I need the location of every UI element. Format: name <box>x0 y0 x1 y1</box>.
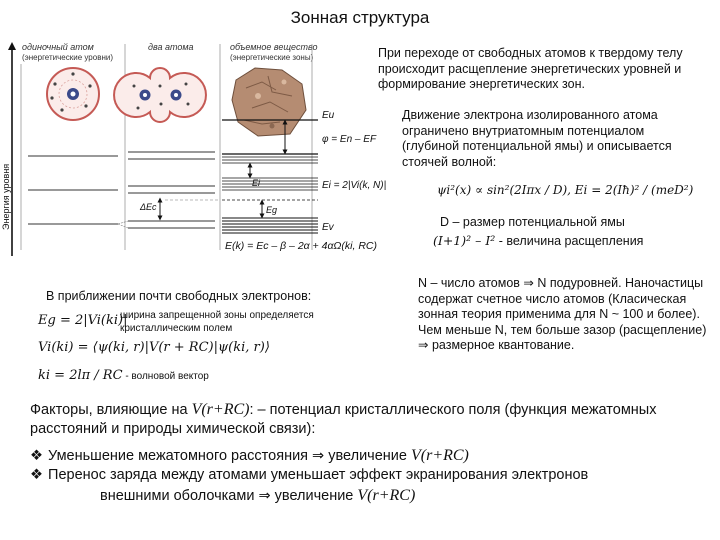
col-bulk: объемное вещество <box>230 42 318 52</box>
nfe-eq1-note: ширина запрещенной зоны определяется кристаллическим полем <box>120 310 314 334</box>
label-Ei: Ei <box>252 178 261 188</box>
D-note: D – размер потенциальной ямы <box>440 215 625 229</box>
nfe-eq3-note: - волновой вектор <box>122 371 209 382</box>
diamond-bullet-icon: ❖ <box>30 467 43 483</box>
nfe-eq2: Vi(ki) = ⟨ψ(ki, r)|V(r + RC)|ψ(ki, r)⟩ <box>38 340 270 355</box>
energy-axis-label: Энергия уровня <box>1 163 11 230</box>
bullet-2 <box>30 466 710 485</box>
bullet-1 <box>30 446 710 466</box>
bullet-2-text: Перенос заряда между атомами уменьшает эффект экранирования электронов <box>48 467 589 483</box>
bullet-1-potential: V(r+RC) <box>410 447 469 464</box>
bulk-material-icon <box>232 68 306 136</box>
electron-paragraph: Движение электрона изолированного атома ограничено внутриатомным потенциалом (глубиной потенциальной ямы) и описывается стоячей волной: <box>402 108 672 169</box>
wave-formula: ψi²(x) ∝ sin²(2Iπx / D), Ei = 2(Iħ)² / (meD²) <box>437 183 694 197</box>
label-Eu: Eu <box>322 110 335 121</box>
bullet-2-text-cont: внешними оболочками ⇒ увеличение <box>100 488 358 504</box>
bullet-2-cont <box>100 486 700 506</box>
formula-Ei: Ei = 2|Vi(k, N)| <box>322 180 387 191</box>
energy-axis <box>1 46 12 256</box>
col-single-atom-sub: (энергетические уровни) <box>22 53 113 62</box>
col-bulk-sub: (энергетические зоны) <box>230 53 314 62</box>
nfe-eq3: ki = 2lπ / RC <box>38 368 123 383</box>
diamond-bullet-icon: ❖ <box>30 448 43 464</box>
factors-potential: V(r+RC) <box>191 401 250 418</box>
nfe-eq3-line <box>38 366 209 384</box>
split-line <box>433 233 643 250</box>
factors-paragraph <box>30 400 690 439</box>
nfe-title: В приближении почти свободных электронов: <box>46 289 312 303</box>
label-Eg: Eg <box>266 205 278 215</box>
two-atom-levels <box>118 152 215 228</box>
bulk-bands <box>160 120 318 233</box>
bullet-1-text: Уменьшение межатомного расстояния ⇒ увеличение <box>48 448 411 464</box>
page-title: Зонная структура <box>290 8 430 27</box>
factors-lead: Факторы, влияющие на <box>30 402 192 418</box>
formula-Ek: E(k) = Ec – β – 2α + 4αΩ(ki, RC) <box>225 240 377 252</box>
label-dEc: ΔEc <box>140 202 157 212</box>
col-two-atoms: два атома <box>148 42 194 52</box>
intro-paragraph: При переходе от свободных атомов к твердому телу происходит расщепление энергетических уровней и формирование энергетических зон. <box>378 46 683 91</box>
label-Ev: Ev <box>322 222 334 233</box>
formula-phi: φ = En – EF <box>322 134 377 145</box>
two-atoms-icon <box>114 68 206 122</box>
col-single-atom: одиночный атом <box>22 42 94 52</box>
n-paragraph: N – число атомов ⇒ N подуровней. Наночастицы содержат счетное число атомов (Класическая зонная теория применима для N ~ 100 и более). Чем меньше N, тем больше зазор (расщепление) ⇒ размерное квантование. <box>418 276 707 352</box>
single-atom-icon <box>47 68 99 120</box>
factors-rest: : – потенциал кристаллического поля (функция межатомных расстояний и природы химической связи): <box>30 402 657 437</box>
split-note: - величина расщепления <box>495 234 644 248</box>
split-formula: (I+1)² – I² <box>433 233 496 248</box>
bullet-2-potential: V(r+RC) <box>357 487 416 504</box>
single-atom-levels <box>28 156 118 224</box>
nfe-eq1: Eg = 2|Vi(ki)| <box>38 313 128 328</box>
energy-diagram <box>0 38 412 260</box>
